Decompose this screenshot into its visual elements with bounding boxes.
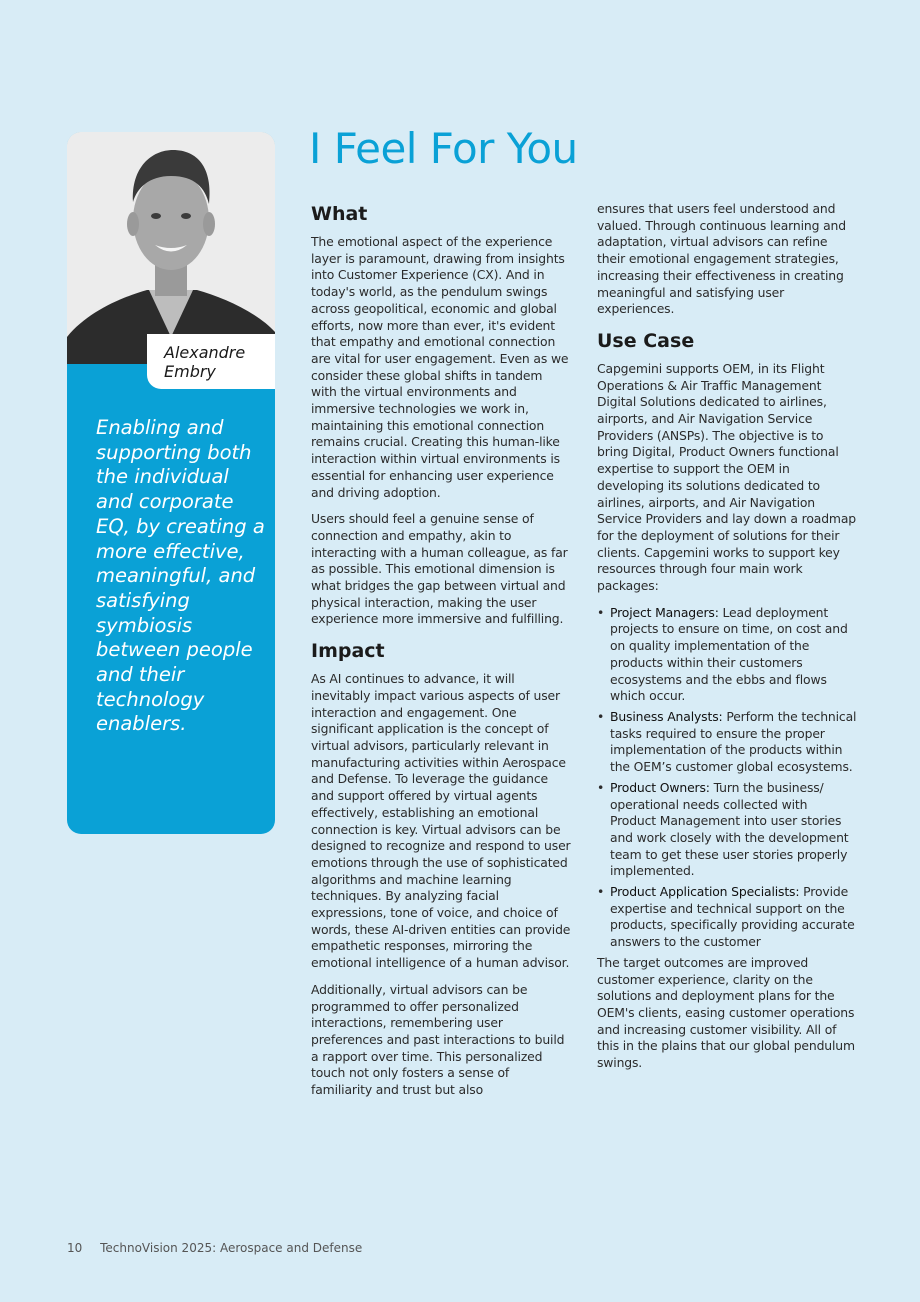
- what-heading: What: [311, 203, 368, 225]
- profile-name-first: Alexandre: [164, 343, 246, 362]
- impact-heading: Impact: [311, 640, 385, 663]
- what-paragraph-1: The emotional aspect of the experience layer is paramount, drawing from insights into Customer Experience (CX). And in today's world, as the pendulum swings across geopolitical, economic and global efforts, now more than ever, it's evident that empathy and emotional connection are vital for user engagement. Even as we consider these global shifts in tandem with the virtual environments and immersive technologies we work in, maintaining this emotional connection remains crucial. Creating this human-like interaction within virtual environments is essential for enhancing user experience and driving adoption.: [311, 234, 569, 500]
- use-case-intro: Capgemini supports OEM, in its Flight Operations & Air Traffic Management Digital Solutions dedicated to airlines, airports, and Air Navigation Service Providers (ANSPs). The objective is to bring Digital, Product Owners functional expertise to support the OEM in developing its solutions dedicated to airlines, airports, and Air Navigation Service Providers and lay down a roadmap for the deployment of solutions for their clients. Capgemini works to support key resources through four main work packages:: [597, 360, 856, 594]
- work-package-term: Business Analysts:: [610, 708, 723, 724]
- list-item: [597, 605, 857, 705]
- column-left: [311, 201, 571, 1109]
- list-item: [597, 709, 857, 776]
- list-item: [597, 884, 857, 951]
- use-case-outro: The target outcomes are improved customer experience, clarity on the solutions and deployment plans for the OEM's clients, easing customer operations and increasing customer visibility. All of this in the plains that our global pendulum swings.: [597, 954, 855, 1071]
- use-case-heading: Use Case: [597, 329, 695, 352]
- column-right: [597, 201, 857, 1082]
- work-package-term: Product Application Specialists:: [610, 884, 800, 900]
- work-package-term: Product Owners:: [610, 779, 710, 795]
- profile-quote: Enabling and supporting both the individual and corporate EQ, by creating a more effective, meaningful, and satisfying symbiosis between people and their technology enablers.: [96, 416, 265, 736]
- work-package-text: Turn the business/ operational needs collected with Product Management into user stories and work closely with the development team to get these user stories properly implemented.: [610, 779, 849, 879]
- profile-name: [147, 334, 275, 389]
- profile-name-last: Embry: [164, 362, 216, 381]
- profile-card: [67, 132, 275, 834]
- page-footer: [67, 1241, 362, 1255]
- work-package-text: Perform the technical tasks required to ensure the proper implementation of the products within the OEM’s customer global ecosystems.: [610, 708, 857, 775]
- impact-paragraph-2: Additionally, virtual advisors can be programmed to offer personalized interactions, remembering user preferences and past interactions to build a rapport over time. This personalized touch not only fosters a sense of familiarity and trust but also: [311, 981, 565, 1098]
- work-packages-list: [597, 605, 857, 951]
- work-package-text: Provide expertise and technical support on the products, specifically providing accurate answers to the customer: [610, 884, 855, 950]
- impact-paragraph-2-continued: ensures that users feel understood and valued. Through continuous learning and adaptation, virtual advisors can refine their emotional engagement strategies, increasing their effectiveness in creating meaningful and satisfying user experiences.: [597, 201, 846, 317]
- impact-paragraph-1: As AI continues to advance, it will inevitably impact various aspects of user interaction and engagement. One significant application is the concept of virtual advisors, particularly relevant in manufacturing activities within Aerospace and Defense. To leverage the guidance and support offered by virtual agents effectively, establishing an emotional connection is key. Virtual advisors can be designed to recognize and respond to user emotions through the use of sophisticated algorithms and machine learning techniques. By analyzing facial expressions, tone of voice, and choice of words, these AI-driven entities can provide empathetic responses, mirroring the emotional intelligence of a human advisor.: [311, 671, 571, 971]
- work-package-term: Project Managers:: [610, 604, 719, 620]
- portrait-image: [67, 132, 275, 364]
- work-package-text: Lead deployment projects to ensure on time, on cost and on quality implementation of the products within their customers ecosystems and the ebbs and flows which occur.: [610, 604, 848, 704]
- profile-photo: [67, 132, 275, 364]
- publication-title: TechnoVision 2025: Aerospace and Defense: [100, 1241, 363, 1255]
- list-item: [597, 780, 857, 880]
- page-title: I Feel For You: [309, 124, 578, 173]
- page-number: 10: [67, 1241, 83, 1255]
- what-paragraph-2: Users should feel a genuine sense of connection and empathy, akin to interacting with a human colleague, as far as possible. This emotional dimension is what bridges the gap between virtual and physical interaction, making the user experience more immersive and fulfilling.: [311, 511, 568, 627]
